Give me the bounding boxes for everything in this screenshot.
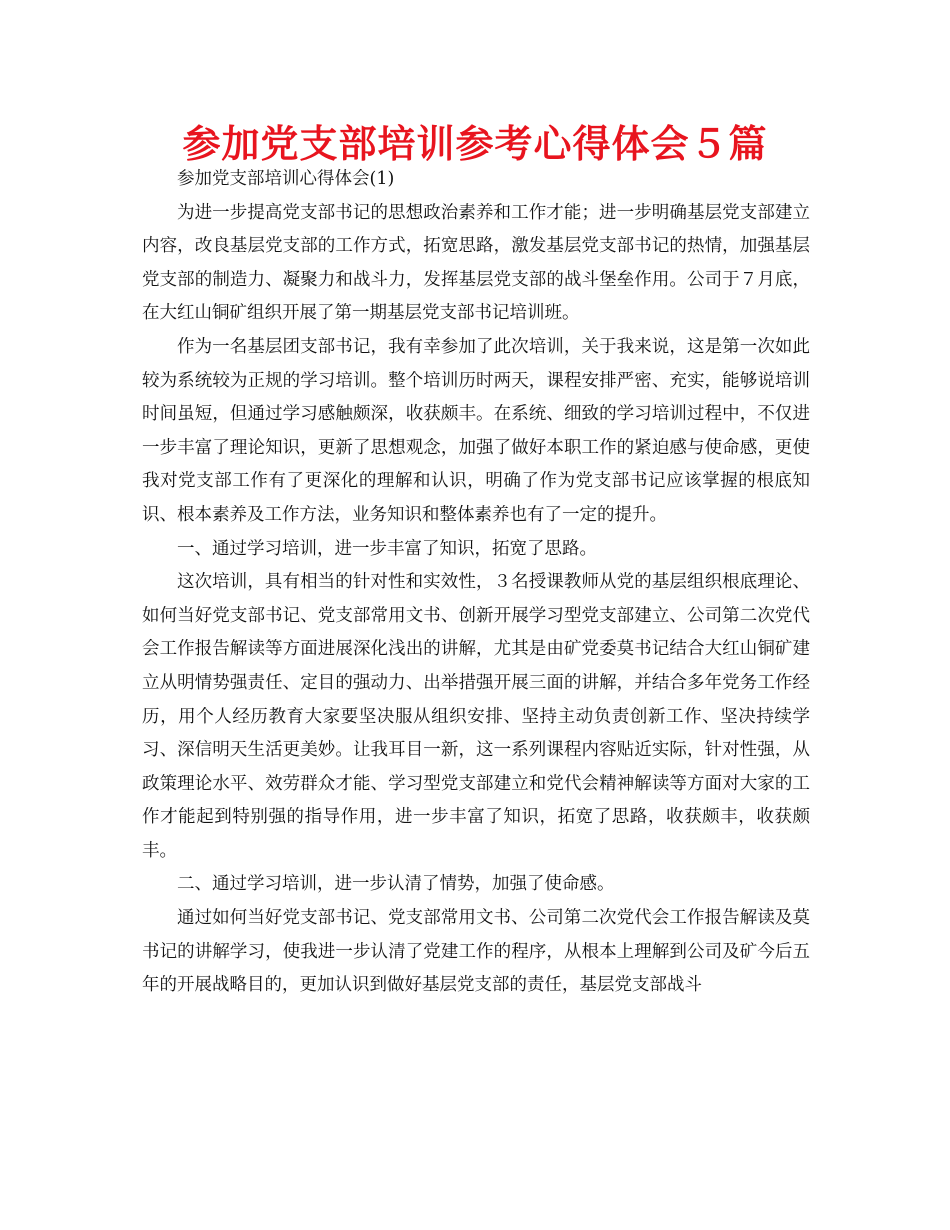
section-heading: 二、通过学习培训，进一步认清了情势，加强了使命感。	[177, 874, 615, 895]
paragraph: 这次培训，具有相当的针对性和实效性，３名授课教师从党的基层组织根底理论、如何当好党支部书记、党支部常用文书、创新开展学习型党支部建立、公司第二次党代会工作报告解读等方面进展深化浅出的讲解，尤其是由矿党委莫书记结合大红山铜矿建立从明情势强责任、定目的强动力、出举措强开展三面的讲解，并结合多年党务工作经历，用个人经历教育大家要坚决服从组织安排、坚持主动负责创新工作、坚决持续学习、深信明天生活更美妙。让我耳目一新，这一系列课程内容贴近实际，针对性强，从政策理论水平、效劳群众才能、学习型党支部建立和党代会精神解读等方面对大家的工作才能起到特别强的指导作用，进一步丰富了知识，拓宽了思路，收获颇丰，收获颇丰。	[142, 572, 810, 861]
document-title: 参加党支部培训参考心得体会５篇	[182, 122, 768, 166]
section-heading: 参加党支部培训心得体会(1)	[177, 169, 395, 189]
section-heading: 一、通过学习培训，进一步丰富了知识，拓宽了思路。	[177, 538, 597, 559]
paragraph: 为进一步提高党支部书记的思想政治素养和工作才能；进一步明确基层党支部建立内容，改良基层党支部的工作方式，拓宽思路，激发基层党支部书记的热情，加强基层党支部的制造力、凝聚力和战斗力，发挥基层党支部的战斗堡垒作用。公司于７月底，在大红山铜矿组织开展了第一期基层党支部书记培训班。	[142, 202, 810, 324]
document-body	[142, 163, 810, 1003]
paragraph: 通过如何当好党支部书记、党支部常用文书、公司第二次党代会工作报告解读及莫书记的讲解学习，使我进一步认清了党建工作的程序，从根本上理解到公司及矿今后五年的开展战略目的，更加认识到做好基层党支部的责任，基层党支部战斗	[142, 908, 810, 996]
paragraph: 作为一名基层团支部书记，我有幸参加了此次培训，关于我来说，这是第一次如此较为系统较为正规的学习培训。整个培训历时两天，课程安排严密、充实，能够说培训时间虽短，但通过学习感触颇深，收获颇丰。在系统、细致的学习培训过程中，不仅进一步丰富了理论知识，更新了思想观念，加强了做好本职工作的紧迫感与使命感，更使我对党支部工作有了更深化的理解和认识，明确了作为党支部书记应该掌握的根底知识、根本素养及工作方法，业务知识和整体素养也有了一定的提升。	[142, 336, 810, 525]
